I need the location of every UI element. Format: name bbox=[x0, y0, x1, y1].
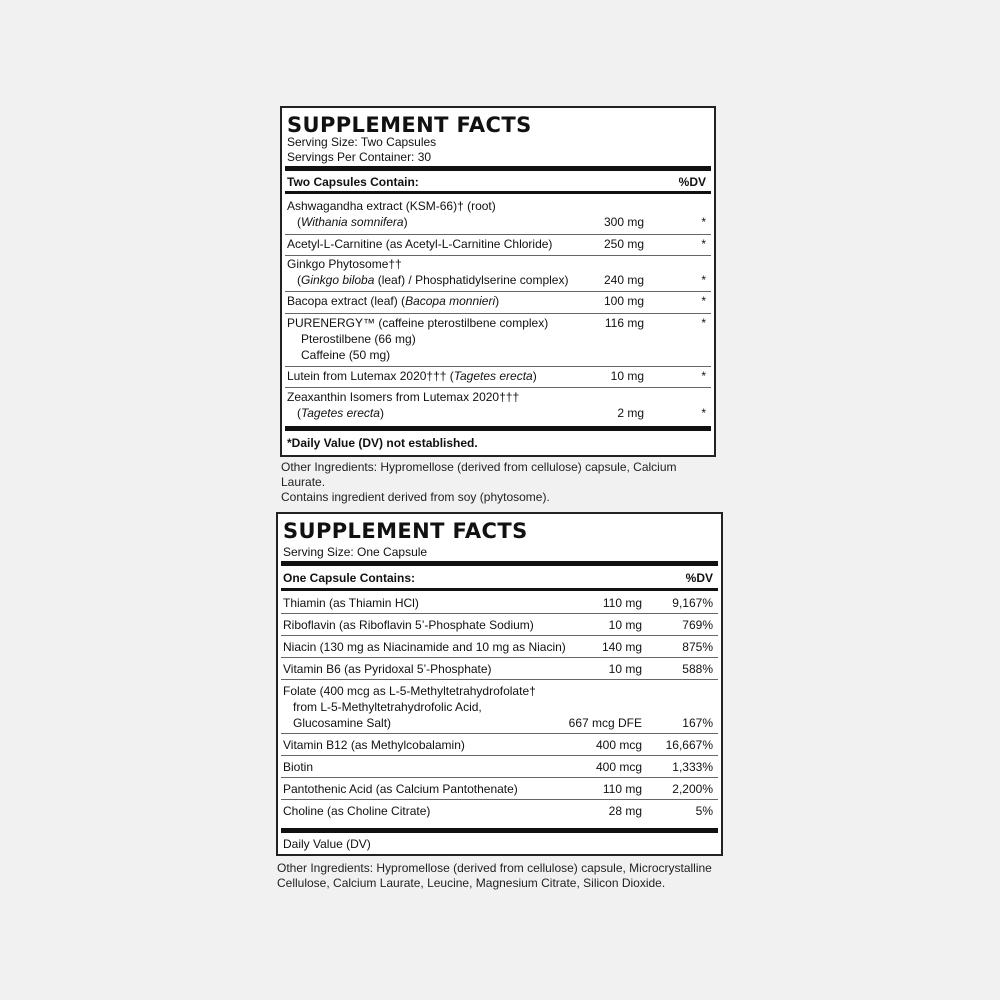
dv: 16,667% bbox=[665, 738, 713, 752]
dv: * bbox=[701, 294, 706, 308]
table-row bbox=[283, 618, 716, 634]
dv: 875% bbox=[682, 640, 713, 654]
amount: 116 mg bbox=[604, 316, 644, 330]
row-divider bbox=[281, 613, 718, 614]
dv: 9,167% bbox=[672, 596, 713, 610]
amount: 10 mg bbox=[608, 662, 642, 676]
other-ingredients-line: Other Ingredients: Hypromellose (derived from cellulose) capsule, Calcium bbox=[281, 460, 677, 474]
row-divider bbox=[285, 255, 711, 256]
nutrient-name: Niacin (130 mg as Niacinamide and 10 mg as Niacin) bbox=[283, 640, 566, 654]
other-ingredients-2 bbox=[277, 861, 712, 891]
table-row bbox=[283, 662, 716, 678]
row-divider bbox=[281, 755, 718, 756]
table-row bbox=[287, 390, 709, 422]
dv: * bbox=[701, 406, 706, 420]
row-divider bbox=[285, 387, 711, 388]
header-dv: %DV bbox=[678, 175, 706, 189]
table-row bbox=[287, 294, 709, 310]
table-row bbox=[287, 199, 709, 231]
table-row bbox=[283, 684, 716, 732]
amount: 250 mg bbox=[603, 237, 644, 251]
table-row bbox=[287, 369, 709, 385]
sub-ingredient: Pterostilbene (66 mg) bbox=[301, 332, 416, 346]
amount: 400 mcg bbox=[595, 738, 642, 752]
row-divider bbox=[281, 679, 718, 680]
dv: 769% bbox=[682, 618, 713, 632]
nutrient-detail: Glucosamine Salt) bbox=[293, 716, 392, 730]
ingredient-name: Bacopa extract (leaf) (Bacopa monnieri) bbox=[287, 294, 500, 308]
table-header bbox=[287, 175, 709, 189]
nutrient-name: Vitamin B12 (as Methylcobalamin) bbox=[283, 738, 465, 752]
nutrient-name: Folate (400 mcg as L-5-Methyltetrahydrofolate† bbox=[283, 684, 536, 698]
ingredient-name: Ginkgo Phytosome†† bbox=[287, 257, 402, 271]
ingredient-name: Ashwagandha extract (KSM-66)† (root) bbox=[287, 199, 496, 213]
table-row bbox=[283, 596, 716, 612]
panel-title: SUPPLEMENT FACTS bbox=[287, 113, 532, 137]
nutrient-name: Biotin bbox=[283, 760, 314, 774]
table-row bbox=[287, 257, 709, 289]
dv: 588% bbox=[682, 662, 713, 676]
amount: 28 mg bbox=[608, 804, 642, 818]
row-divider bbox=[285, 313, 711, 314]
header-rule bbox=[285, 191, 711, 194]
table-row bbox=[283, 640, 716, 656]
row-divider bbox=[281, 799, 718, 800]
ingredient-name: PURENERGY™ (caffeine pterostilbene complex) bbox=[287, 316, 549, 330]
dv: 2,200% bbox=[672, 782, 713, 796]
header-rule bbox=[281, 588, 718, 591]
row-divider bbox=[281, 657, 718, 658]
table-row bbox=[283, 738, 716, 754]
nutrient-name: Vitamin B6 (as Pyridoxal 5’-Phosphate) bbox=[283, 662, 492, 676]
row-divider bbox=[285, 291, 711, 292]
table-row bbox=[287, 237, 709, 253]
supplement-facts-panel-2 bbox=[276, 512, 723, 856]
nutrient-name: Thiamin (as Thiamin HCl) bbox=[283, 596, 419, 610]
panel-title: SUPPLEMENT FACTS bbox=[283, 519, 528, 543]
dv: 167% bbox=[682, 716, 713, 730]
thick-rule bbox=[285, 426, 711, 431]
header-dv: %DV bbox=[685, 571, 713, 585]
sub-ingredient: Caffeine (50 mg) bbox=[301, 348, 391, 362]
footnote: *Daily Value (DV) not established. bbox=[287, 436, 478, 450]
ingredient-name: Zeaxanthin Isomers from Lutemax 2020††† bbox=[287, 390, 520, 404]
dv: * bbox=[701, 273, 706, 287]
header-label: Two Capsules Contain: bbox=[287, 175, 419, 189]
other-ingredients-1 bbox=[281, 460, 677, 505]
row-divider bbox=[285, 366, 711, 367]
row-divider bbox=[285, 234, 711, 235]
soy-notice: Contains ingredient derived from soy (phytosome). bbox=[281, 490, 550, 504]
dv: * bbox=[701, 369, 706, 383]
table-row bbox=[287, 316, 709, 366]
other-ingredients-line: Cellulose, Calcium Laurate, Leucine, Magnesium Citrate, Silicon Dioxide. bbox=[277, 876, 666, 890]
table-row bbox=[283, 782, 716, 798]
nutrient-name: Riboflavin (as Riboflavin 5’-Phosphate Sodium) bbox=[283, 618, 534, 632]
row-divider bbox=[281, 777, 718, 778]
ingredient-name: Acetyl-L-Carnitine (as Acetyl-L-Carnitine Chloride) bbox=[287, 237, 553, 251]
amount: 2 mg bbox=[617, 406, 644, 420]
other-ingredients-line: Laurate. bbox=[281, 475, 326, 489]
table-header bbox=[283, 571, 716, 585]
dv: * bbox=[701, 237, 706, 251]
ingredient-name: Lutein from Lutemax 2020††† (Tagetes erecta) bbox=[287, 369, 537, 383]
amount: 100 mg bbox=[603, 294, 644, 308]
table-row bbox=[283, 804, 716, 820]
amount: 10 mg bbox=[608, 618, 642, 632]
ingredient-source: (Withania somnifera) bbox=[297, 215, 408, 229]
dv: 5% bbox=[695, 804, 713, 818]
ingredient-source: (Ginkgo biloba (leaf) / Phosphatidylserine complex) bbox=[297, 273, 569, 287]
other-ingredients-line: Other Ingredients: Hypromellose (derived from cellulose) capsule, Microcrystalline bbox=[277, 861, 712, 875]
header-label: One Capsule Contains: bbox=[283, 571, 416, 585]
thick-rule bbox=[281, 828, 718, 833]
dv: * bbox=[701, 215, 706, 229]
row-divider bbox=[281, 635, 718, 636]
row-divider bbox=[281, 733, 718, 734]
footnote: Daily Value (DV) bbox=[283, 837, 371, 851]
amount: 240 mg bbox=[603, 273, 644, 287]
servings-per-container: Servings Per Container: 30 bbox=[287, 150, 432, 164]
dv: 1,333% bbox=[672, 760, 713, 774]
amount: 667 mcg DFE bbox=[568, 716, 642, 730]
amount: 110 mg bbox=[602, 782, 642, 796]
ingredient-source: (Tagetes erecta) bbox=[297, 406, 384, 420]
table-row bbox=[283, 760, 716, 776]
amount: 300 mg bbox=[603, 215, 644, 229]
dv: * bbox=[701, 316, 706, 330]
thick-rule bbox=[285, 166, 711, 171]
amount: 10 mg bbox=[610, 369, 644, 383]
amount: 110 mg bbox=[602, 596, 642, 610]
amount: 140 mg bbox=[601, 640, 642, 654]
serving-size: Serving Size: Two Capsules bbox=[287, 135, 437, 149]
nutrient-name: Choline (as Choline Citrate) bbox=[283, 804, 431, 818]
thick-rule bbox=[281, 561, 718, 566]
serving-size: Serving Size: One Capsule bbox=[283, 545, 428, 559]
nutrient-name: Pantothenic Acid (as Calcium Pantothenate) bbox=[283, 782, 518, 796]
amount: 400 mcg bbox=[595, 760, 642, 774]
supplement-facts-panel-1 bbox=[280, 106, 716, 457]
nutrient-detail: from L-5-Methyltetrahydrofolic Acid, bbox=[293, 700, 482, 714]
